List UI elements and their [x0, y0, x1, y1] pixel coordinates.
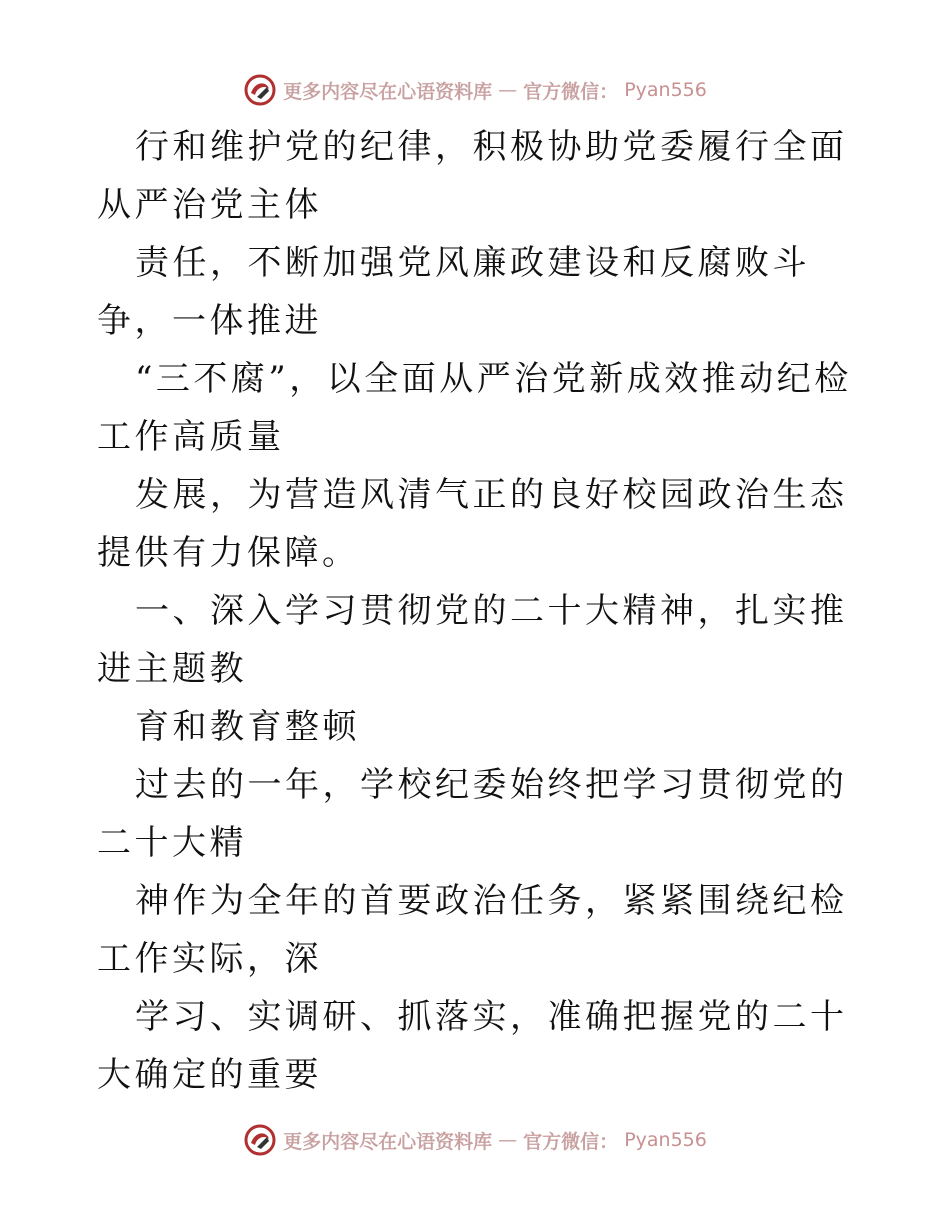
paragraph: 学习、实调研、抓落实，准确把握党的二十大确定的重要 — [97, 997, 848, 1095]
section-heading-continued: 育和教育整顿 — [135, 707, 360, 747]
paragraph: 发展，为营造风清气正的良好校园政治生态提供有力保障。 — [97, 475, 848, 573]
banner-account: Pyan556 — [624, 79, 707, 101]
red-swirl-logo-icon — [243, 73, 277, 107]
banner-wechat-label: 官方微信： — [523, 80, 619, 103]
paragraph: 责任，不断加强党风廉政建设和反腐败斗争，一体推进 — [97, 243, 810, 341]
banner-text: 更多内容尽在心语资料库 — [283, 80, 493, 103]
header-banner — [0, 70, 950, 110]
banner-wechat-label: 官方微信： — [523, 1130, 619, 1153]
paragraph: “三不腐”，以全面从严治党新成效推动纪检工作高质量 — [97, 359, 852, 457]
banner-dash: — — [498, 1129, 518, 1151]
banner-text: 更多内容尽在心语资料库 — [283, 1130, 493, 1153]
paragraph: 过去的一年，学校纪委始终把学习贯彻党的二十大精 — [97, 765, 848, 863]
paragraph: 行和维护党的纪律，积极协助党委履行全面从严治党主体 — [97, 127, 848, 225]
red-swirl-logo-icon — [243, 1123, 277, 1157]
banner-account: Pyan556 — [624, 1129, 707, 1151]
paragraph: 神作为全年的首要政治任务，紧紧围绕纪检工作实际，深 — [97, 881, 848, 979]
section-heading: 一、深入学习贯彻党的二十大精神，扎实推进主题教 — [97, 591, 848, 689]
footer-banner — [0, 1120, 950, 1160]
banner-dash: — — [498, 79, 518, 101]
document-body — [97, 118, 857, 1104]
